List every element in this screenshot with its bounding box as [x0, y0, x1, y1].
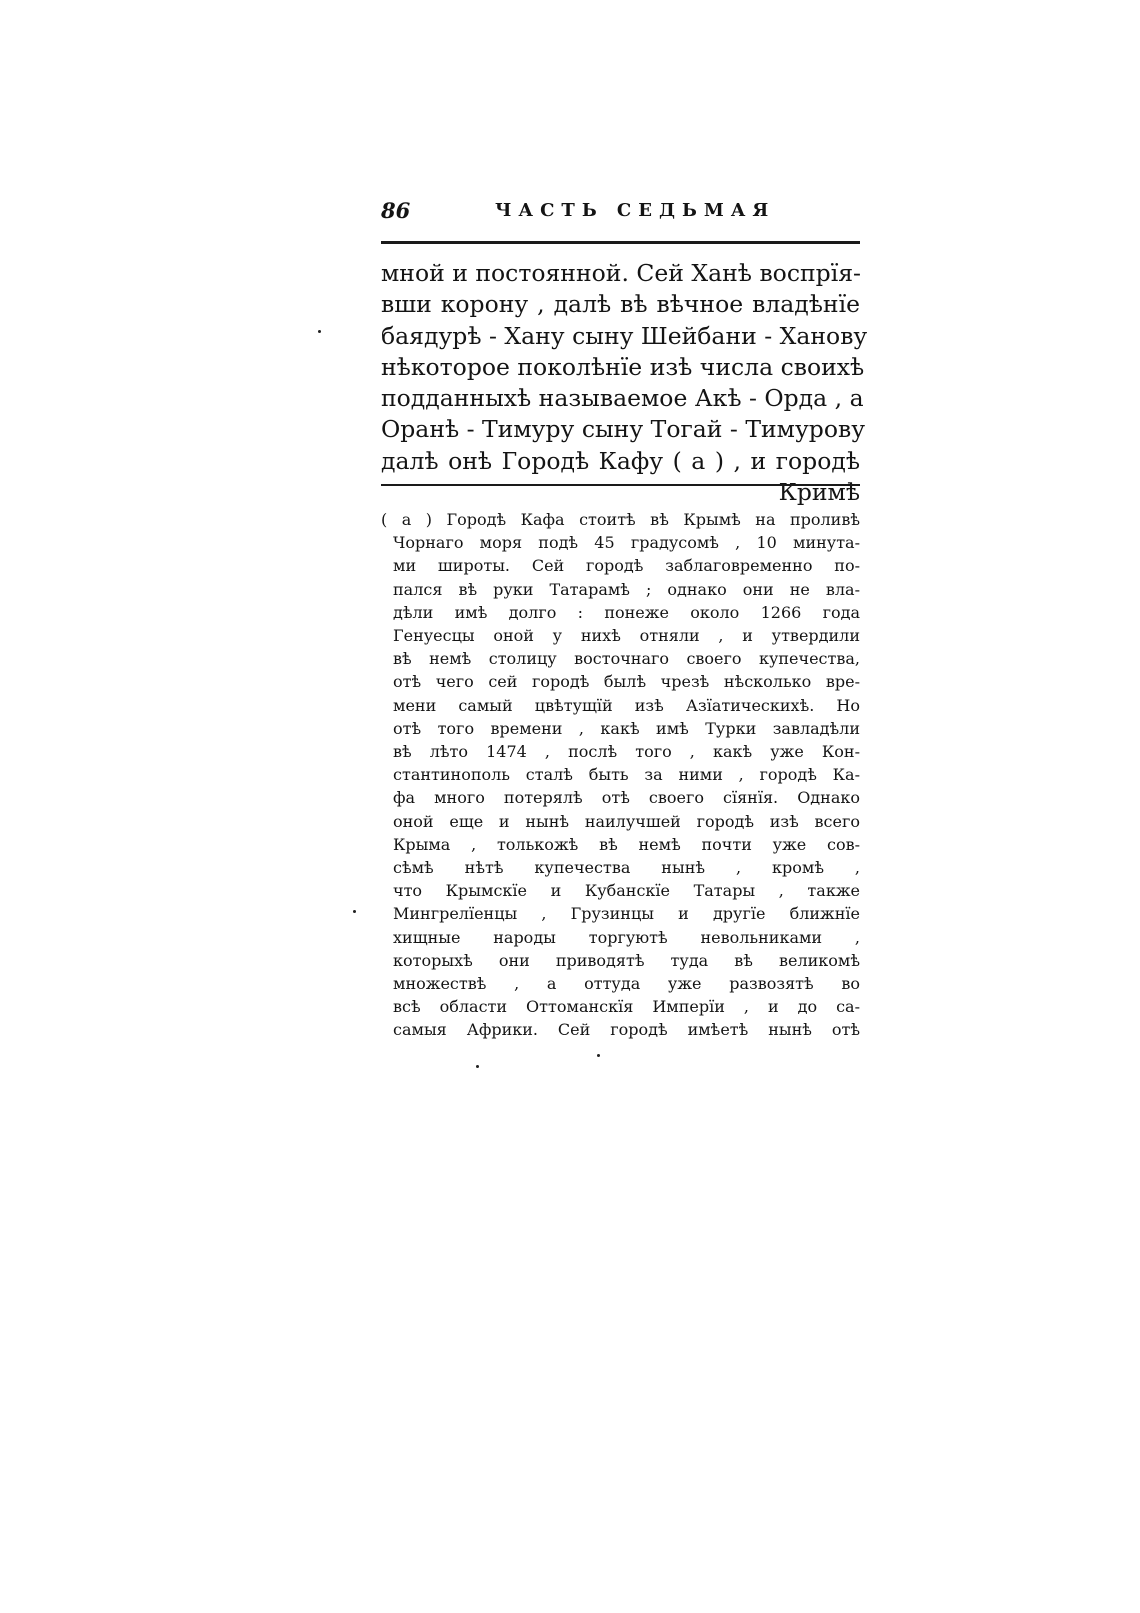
footnote-line: мени самый цвѣтущїй изѣ Азїатическихѣ. Но	[393, 695, 860, 715]
ink-speck	[597, 1054, 600, 1057]
footnote-line: сѣмѣ нѣтѣ купечества нынѣ , кромѣ ,	[393, 858, 860, 878]
main-text-line: мной и постоянной. Сей Ханѣ воспрїя-	[381, 259, 861, 287]
main-text	[381, 258, 868, 508]
footnote-line: ( а ) Городѣ Кафа стоитѣ вѣ Крымѣ на проливѣ	[381, 510, 860, 529]
footnote-line: хищные народы торгуютѣ невольниками ,	[393, 927, 860, 947]
footnote-line: которыхѣ они приводятѣ туда вѣ великомѣ	[393, 950, 860, 970]
main-text-line: нѣкоторое поколѣнїе изѣ числа своихѣ	[381, 352, 865, 381]
ink-speck	[476, 1065, 479, 1068]
footnote-line: оной еще и нынѣ наилучшей городѣ изѣ всего	[393, 811, 860, 831]
footnote-line: отѣ того времени , какѣ имѣ Турки завладѣли	[393, 718, 860, 738]
main-text-line: подданныхѣ называемое Акѣ - Орда , а	[381, 384, 864, 413]
footnote-line: вѣ лѣто 1474 , послѣ того , какѣ уже Кон-	[393, 742, 860, 762]
footnote-line: Чорнаго моря подѣ 45 градусомѣ , 10 минута-	[393, 533, 860, 553]
page-number: 86	[381, 198, 411, 223]
footnote-line: Мингрелїенцы , Грузинцы и другїе ближнїе	[393, 904, 860, 924]
footnote-line: стантинополь сталѣ быть за ними , городѣ Ка-	[393, 765, 860, 785]
ink-speck	[353, 910, 356, 913]
ink-speck	[318, 330, 321, 333]
footnote-line: Генуесцы оной у нихѣ отняли , и утвердили	[393, 626, 860, 646]
footnote-line: фа много потерялѣ отѣ своего сїянїя. Однако	[393, 788, 860, 808]
main-text-line: баядурѣ - Хану сыну Шейбани - Ханову	[381, 321, 868, 350]
footnote-line: дѣли имѣ долго : понеже около 1266 года	[393, 602, 860, 622]
footnote	[381, 508, 860, 1042]
page-header	[381, 198, 861, 226]
footnote-line: что Крымскїе и Кубанскїе Татары , также	[393, 881, 860, 901]
main-text-line: далѣ онѣ Городѣ Кафу ( а ) , и городѣ	[381, 446, 860, 475]
catchword: Кримѣ	[778, 478, 860, 507]
footnote-line: Крыма , толькожѣ вѣ немѣ почти уже сов-	[393, 834, 860, 854]
header-rule	[381, 241, 860, 244]
footnote-line: пался вѣ руки Татарамѣ ; однако они не вла-	[393, 579, 860, 599]
footnote-line: отѣ чего сей городѣ былѣ чрезѣ нѣсколько вре-	[393, 672, 860, 692]
footnote-line: ми широты. Сей городѣ заблаговременно по-	[393, 556, 860, 576]
main-text-line: Оранѣ - Тимуру сыну Тогай - Тимурову	[381, 415, 866, 444]
footnote-line: самыя Африки. Сей городѣ имѣетѣ нынѣ отѣ	[393, 1020, 860, 1040]
footnote-line: всѣ области Оттоманскїя Имперїи , и до са-	[393, 997, 860, 1017]
main-text-line: вши корону , далѣ вѣ вѣчное владѣнїе	[381, 290, 860, 319]
footnote-line: множествѣ , а оттуда уже развозятѣ во	[393, 974, 860, 994]
footnote-rule	[381, 484, 860, 486]
running-head: ЧАСТЬ СЕДЬМАЯ	[495, 200, 776, 221]
footnote-line: вѣ немѣ столицу восточнаго своего купечества,	[393, 649, 860, 669]
